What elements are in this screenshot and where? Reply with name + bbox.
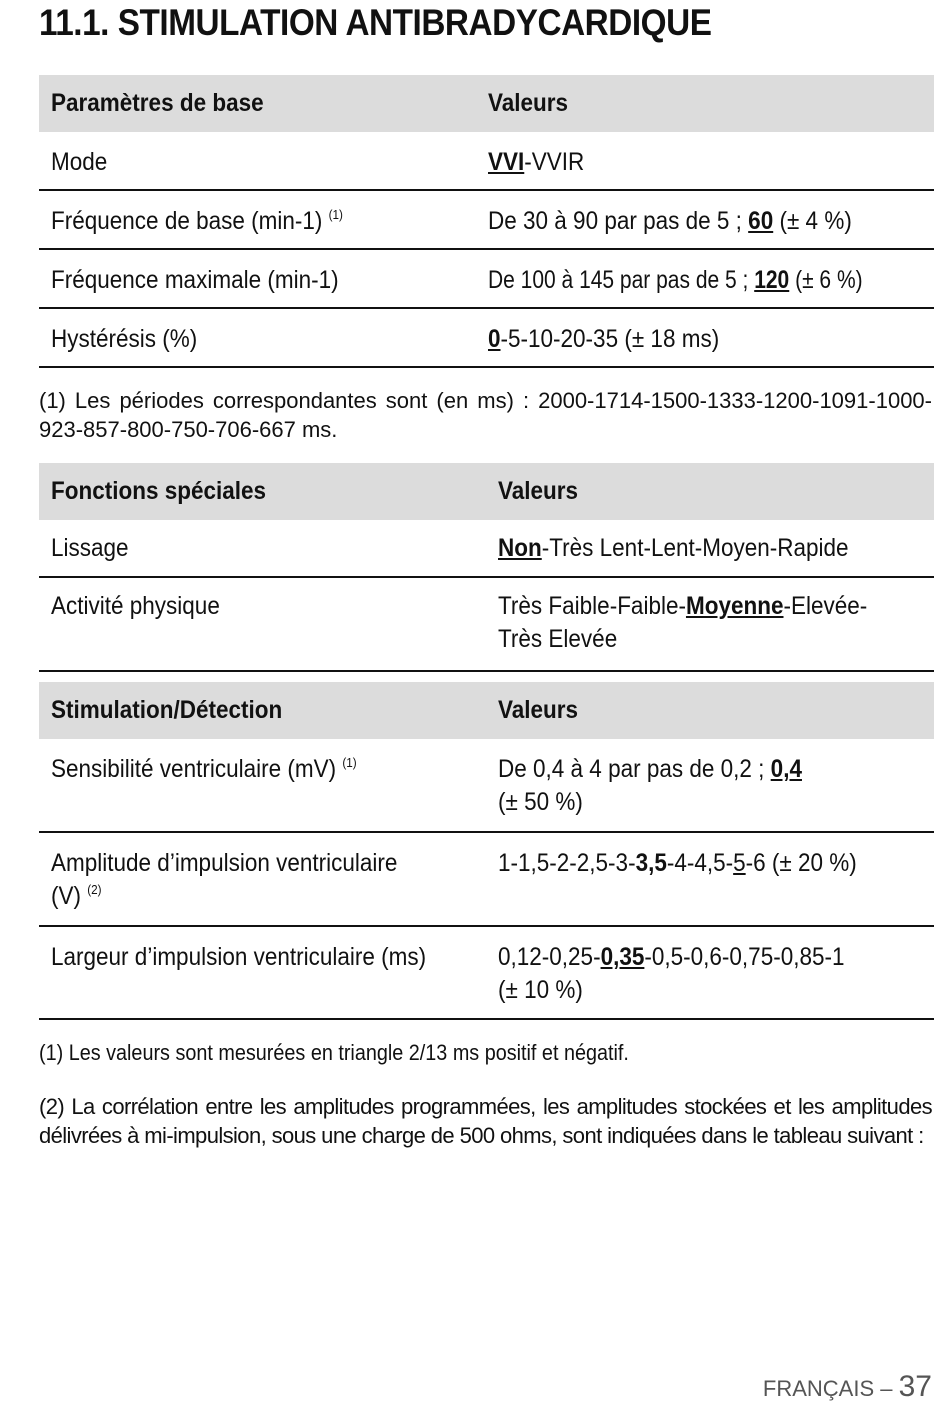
param-cell: Activité physique <box>39 577 486 671</box>
header-value: Valeurs <box>476 75 934 132</box>
table-row <box>39 577 934 671</box>
param-cell: Hystérésis (%) <box>39 308 476 367</box>
pacing-sensing-table <box>39 682 934 1020</box>
special-functions-table <box>39 463 934 672</box>
page-title: 11.1. STIMULATION ANTIBRADYCARDIQUE <box>39 2 712 43</box>
table-header-row <box>39 682 934 739</box>
footnote-periods: (1) Les périodes correspondantes sont (en ms) : 2000-1714-1500-1333-1200-1091-1000-923-857-800-750-706-667 ms. <box>39 388 932 442</box>
footer-language: FRANÇAIS <box>762 1376 875 1401</box>
param-cell: Sensibilité ventriculaire (mV) $^{(1)}$ <box>39 739 486 832</box>
value-cell: 1-1,5-2-2,5-3-3,5-4-4,5-5-6 (± 20 %) <box>486 832 934 926</box>
header-value: Valeurs <box>486 463 934 520</box>
footer-separator: – <box>874 1376 899 1401</box>
basic-parameters-table <box>39 75 934 368</box>
value-cell: 0,12-0,25-0,35-0,5-0,6-0,75-0,85-1 (± 10 %) <box>486 926 934 1019</box>
table-row <box>39 190 934 249</box>
table-row <box>39 132 934 190</box>
table-row <box>39 832 934 926</box>
param-cell: Lissage <box>39 520 486 577</box>
page-number: 37 <box>898 1370 932 1403</box>
table-row <box>39 308 934 367</box>
table-header-row <box>39 75 934 132</box>
footnote-sensitivity: (1) Les valeurs sont mesurées en triangle 2/13 ms positif et négatif. <box>39 1040 629 1065</box>
table-row <box>39 739 934 832</box>
footnote-amplitude: (2) La corrélation entre les amplitudes programmées, les amplitudes stockées et les amplitudes délivrées à mi-impulsion, sous une charge de 500 ohms, sont indiquées dans le tableau suivant : <box>39 1094 932 1148</box>
table-row <box>39 520 934 577</box>
param-cell: Amplitude d’impulsion ventriculaire (V) $^{(2)}$ <box>39 832 486 926</box>
param-cell: Largeur d’impulsion ventriculaire (ms) <box>39 926 486 1019</box>
param-cell: Fréquence de base (min-1) $^{(1)}$ <box>39 190 476 249</box>
value-cell: 0-5-10-20-35 (± 18 ms) <box>476 308 934 367</box>
header-parameter: Fonctions spéciales <box>39 463 486 520</box>
value-cell: De 100 à 145 par pas de 5 ; 120 (± 6 %) <box>476 249 934 308</box>
value-cell: Non-Très Lent-Lent-Moyen-Rapide <box>486 520 934 577</box>
table-header-row <box>39 463 934 520</box>
param-cell: Mode <box>39 132 476 190</box>
table-row <box>39 926 934 1019</box>
value-cell: VVI-VVIR <box>476 132 934 190</box>
value-cell: De 0,4 à 4 par pas de 0,2 ; 0,4 (± 50 %) <box>486 739 934 832</box>
param-cell: Fréquence maximale (min-1) <box>39 249 476 308</box>
page-footer <box>763 1370 932 1404</box>
header-parameter: Paramètres de base <box>39 75 476 132</box>
table-row <box>39 249 934 308</box>
header-value: Valeurs <box>486 682 934 739</box>
value-cell: Très Faible-Faible-Moyenne-Elevée- Très Elevée <box>486 577 934 671</box>
header-parameter: Stimulation/Détection <box>39 682 486 739</box>
value-cell: De 30 à 90 par pas de 5 ; 60 (± 4 %) <box>476 190 934 249</box>
